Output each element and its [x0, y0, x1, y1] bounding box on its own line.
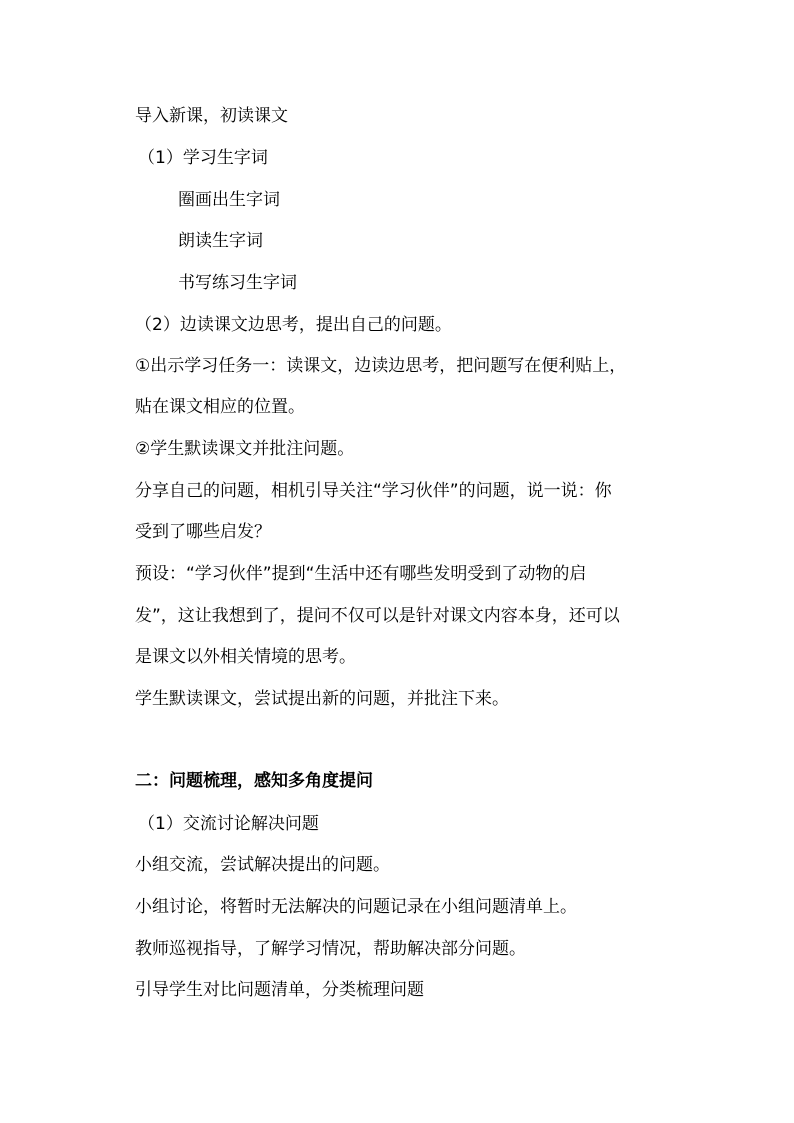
line-paragraph: 受到了哪些启发？: [135, 522, 271, 542]
line-paragraph: 教师巡视指导，了解学习情况，帮助解决部分问题。: [135, 939, 526, 959]
line-paragraph: 小组交流，尝试解决提出的问题。: [135, 855, 390, 875]
line-paragraph: 分享自己的问题，相机引导关注“学习伙伴”的问题，说一说：你: [135, 481, 612, 501]
line-indented-item: 朗读生字词: [178, 231, 263, 251]
line-paragraph: 预设：“学习伙伴”提到“生活中还有哪些发明受到了动物的启: [135, 564, 587, 584]
line-paragraph: 贴在课文相应的位置。: [135, 397, 305, 417]
line-paragraph: 学生默读课文，尝试提出新的问题，并批注下来。: [135, 689, 509, 709]
line-sub-heading-3: （1）交流讨论解决问题: [138, 814, 319, 834]
line-paragraph: 小组讨论，将暂时无法解决的问题记录在小组问题清单上。: [135, 897, 577, 917]
line-sub-heading-1: （1）学习生字词: [138, 148, 268, 168]
line-paragraph: 发”，这让我想到了，提问不仅可以是针对课文内容本身，还可以: [135, 606, 620, 626]
line-paragraph: 引导学生对比问题清单，分类梳理问题: [135, 980, 424, 1000]
line-intro-heading: 导入新课，初读课文: [135, 106, 288, 126]
line-sub-heading-2: （2）边读课文边思考，提出自己的问题。: [135, 315, 452, 335]
line-indented-item: 书写练习生字词: [178, 273, 297, 293]
line-paragraph: ①出示学习任务一：读课文，边读边思考，把问题写在便利贴上，: [135, 356, 627, 376]
line-paragraph: 是课文以外相关情境的思考。: [135, 647, 356, 667]
line-indented-item: 圈画出生字词: [178, 190, 280, 210]
section-heading: 二：问题梳理，感知多角度提问: [135, 771, 373, 791]
line-paragraph: ②学生默读课文并批注问题。: [135, 439, 355, 459]
